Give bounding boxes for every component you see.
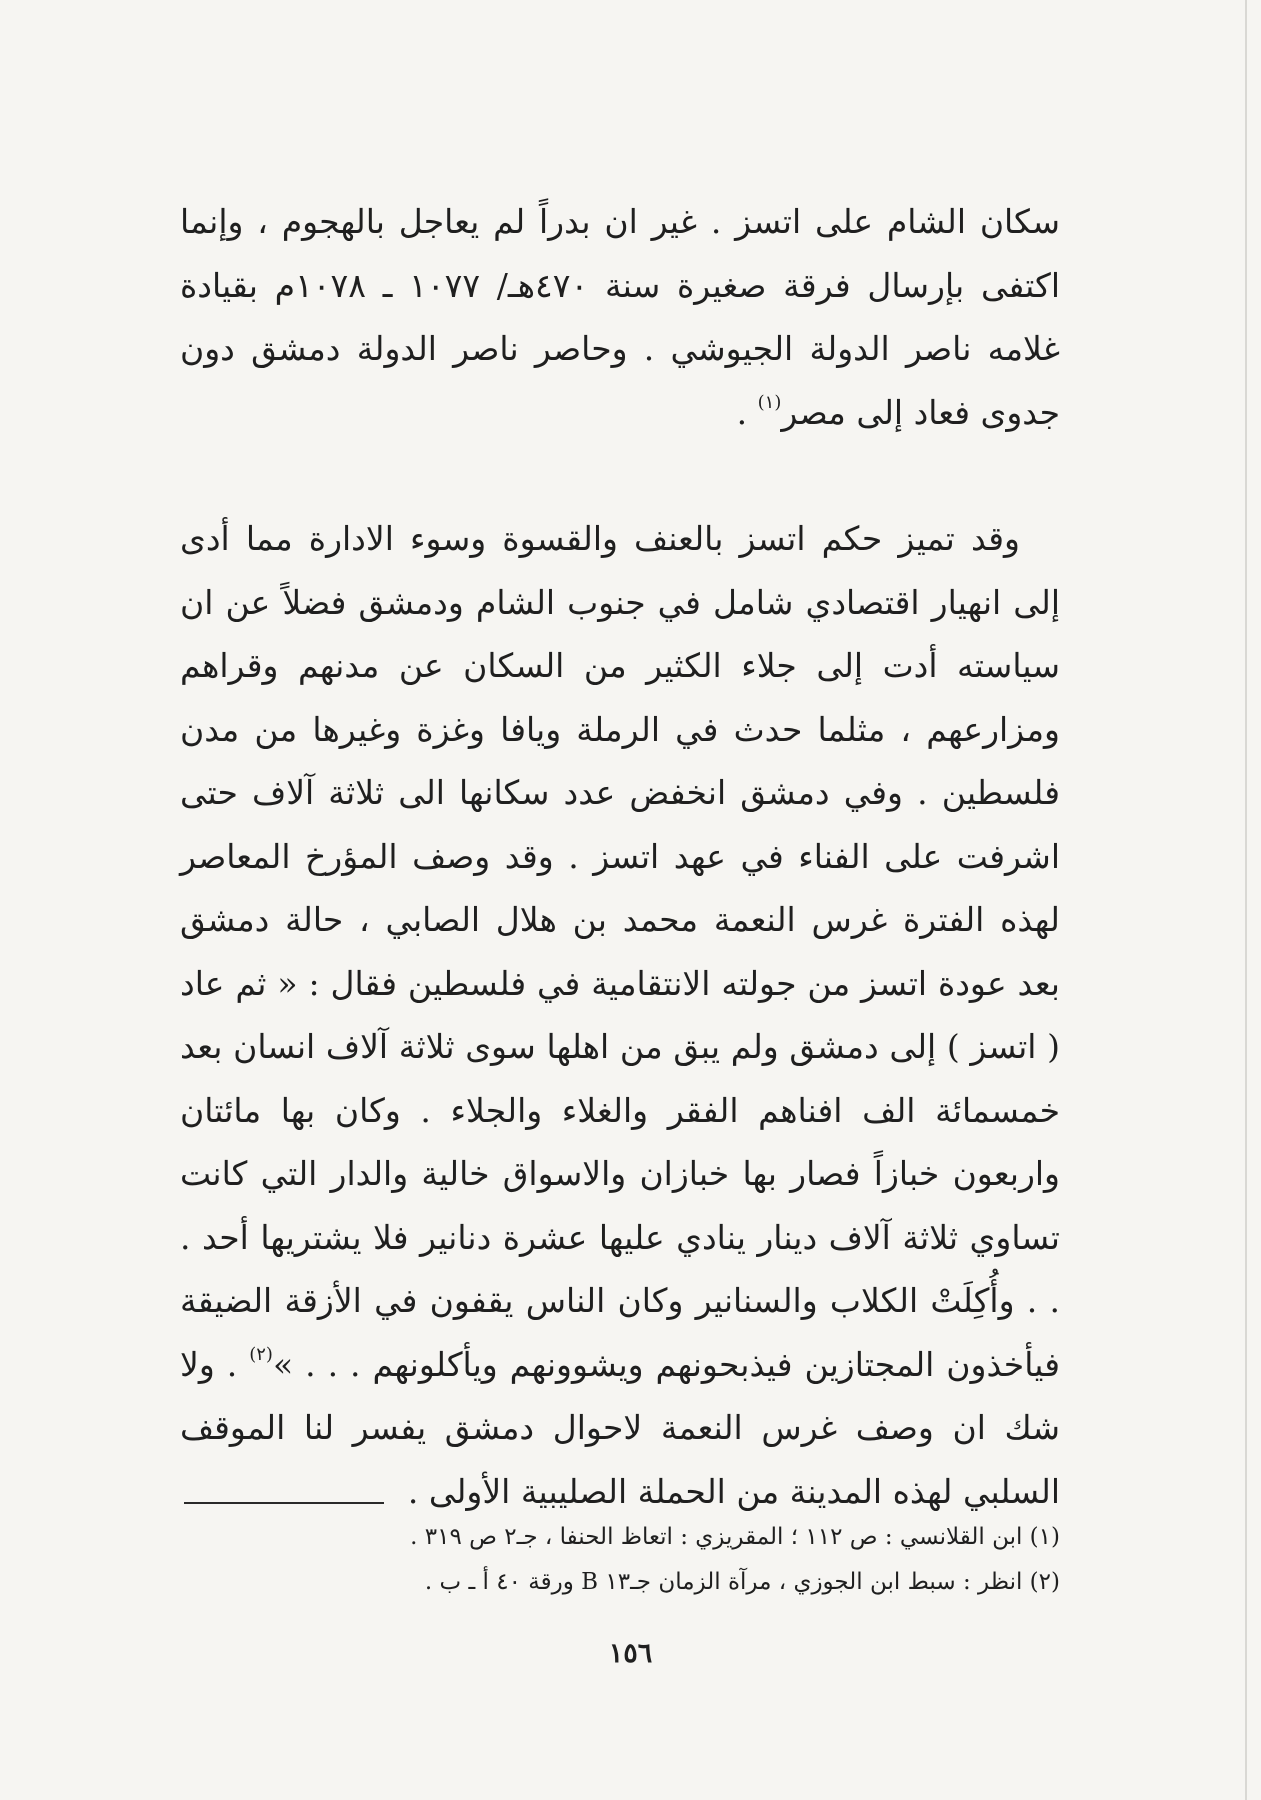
main-text xyxy=(180,190,1060,1523)
footnote-2: (٢) انظر : سبط ابن الجوزي ، مرآة الزمان جـ١٣ B ورقة ٤٠ أ ـ ب . xyxy=(424,1569,1060,1595)
paragraph-2-tail: . ولا شك ان وصف غرس النعمة لاحوال دمشق يفسر لنا الموقف السلبي لهذه المدينة من الحملة الصليبية الأولى . xyxy=(180,1344,1060,1511)
paragraph-1 xyxy=(180,190,1060,444)
footnote-ref-2[interactable]: (٢) xyxy=(249,1343,273,1365)
paragraph-2-text: وقد تميز حكم اتسز بالعنف والقسوة وسوء الادارة مما أدى إلى انهيار اقتصادي شامل في جنوب الشام ودمشق فضلاً عن ان سياسته أدت إلى جلاء الكثير من السكان عن مدنهم وقراهم ومزارعهم ، مثلما حدث في الرملة ويافا وغزة وغيرها من مدن فلسطين . وفي دمشق انخفض عدد سكانها الى ثلاثة آلاف حتى اشرفت على الفناء في عهد اتسز . وقد وصف المؤرخ المعاصر لهذه الفترة غرس النعمة محمد بن هلال الصابي ، حالة دمشق بعد عودة اتسز من جولته الانتقامية في فلسطين فقال : « ثم عاد ( اتسز ) إلى دمشق ولم يبق من اهلها سوى ثلاثة آلاف انسان بعد خمسمائة الف افناهم الفقر والغلاء والجلاء . وكان بها مائتان واربعون خبازاً فصار بها خبازان والاسواق خالية والدار التي كانت تساوي ثلاثة آلاف دينار ينادي عليها عشرة دنانير فلا يشتريها أحد . . . وأُكِلَتْ الكلاب والسنانير وكان الناس يقفون في الأزقة الضيقة فيأخذون المجتازين فيذبحونهم ويشوونهم ويأكلونهم . . . » xyxy=(180,519,1060,1384)
footnote-divider xyxy=(184,1502,384,1504)
paragraph-spacer xyxy=(180,444,1060,507)
page-edge xyxy=(1245,0,1247,1800)
paragraph-2 xyxy=(180,507,1060,1523)
footnote-1: (١) ابن القلانسي : ص ١١٢ ؛ المقريزي : اتعاظ الحنفا ، جـ٢ ص ٣١٩ . xyxy=(410,1524,1060,1550)
paragraph-1-end: . xyxy=(736,392,758,432)
paragraph-1-text: سكان الشام على اتسز . غير ان بدراً لم يعاجل بالهجوم ، وإنما اكتفى بإرسال فرقة صغيرة سنة ٤٧٠هـ/ ١٠٧٧ ـ ١٠٧٨م بقيادة غلامه ناصر الدولة الجيوشي . وحاصر ناصر الدولة دمشق دون جدوى فعاد إلى مصر xyxy=(180,202,1060,432)
page-number: ١٥٦ xyxy=(608,1638,653,1669)
footnotes xyxy=(180,1515,1060,1605)
footnote-ref-1[interactable]: (١) xyxy=(757,391,782,413)
